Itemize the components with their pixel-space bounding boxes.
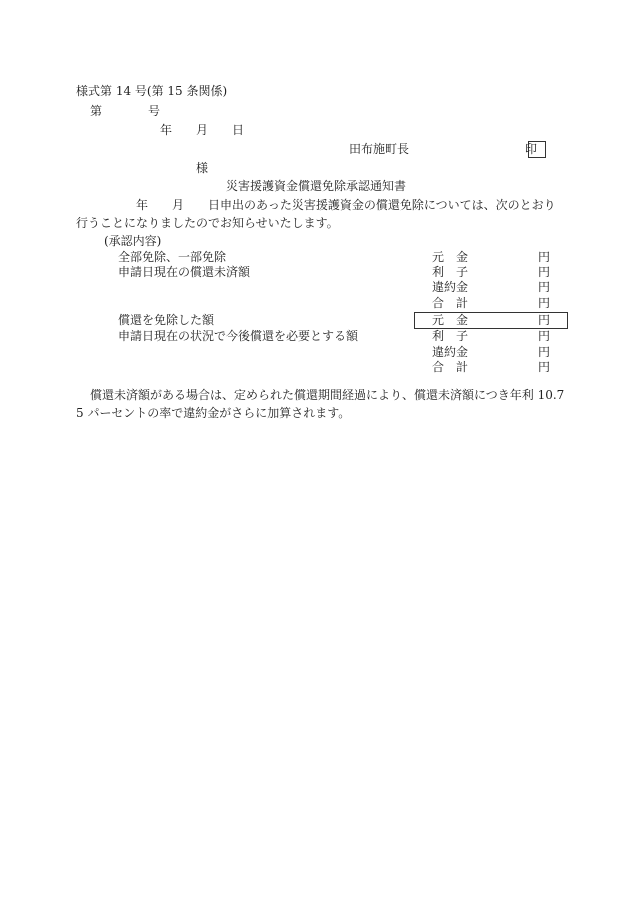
- body-line-2: 行うことになりましたのでお知らせいたします。: [76, 216, 339, 230]
- amount-unit: 円: [538, 250, 551, 264]
- amount-unit: 円: [538, 296, 551, 310]
- amount-label: 合 計: [432, 360, 469, 374]
- number-suffix: 号: [148, 104, 161, 118]
- amount-label: 利 子: [432, 265, 469, 279]
- amount-unit: 円: [538, 280, 551, 294]
- number-prefix: 第: [90, 104, 103, 118]
- item-exemption-type: 全部免除、一部免除: [118, 250, 227, 264]
- date-year: 年: [160, 123, 173, 137]
- amount-unit: 円: [538, 329, 551, 343]
- item-required-future: 申請日現在の状況で今後償還を必要とする額: [118, 329, 359, 343]
- amount-unit: 円: [538, 345, 551, 359]
- seal-label: 印: [525, 142, 538, 156]
- amount-label: 違約金: [432, 280, 469, 294]
- amount-unit: 円: [538, 265, 551, 279]
- note-line-1: 償還未済額がある場合は、定められた償還期間経過により、償還未済額につき年利 10.7: [90, 388, 565, 402]
- item-exempted-amount: 償還を免除した額: [118, 313, 215, 327]
- amount-label: 違約金: [432, 345, 469, 359]
- addressee-suffix: 様: [196, 161, 209, 175]
- amount-unit: 円: [538, 313, 551, 327]
- date-day: 日: [232, 123, 245, 137]
- date-month: 月: [196, 123, 209, 137]
- amount-label: 利 子: [432, 329, 469, 343]
- body-month: 月: [172, 198, 185, 212]
- amount-unit: 円: [538, 360, 551, 374]
- body-year: 年: [136, 198, 149, 212]
- issuer-name: 田布施町長: [349, 142, 410, 156]
- item-unpaid-at-application: 申請日現在の償還未済額: [118, 265, 251, 279]
- document-title: 災害援護資金償還免除承認通知書: [226, 179, 407, 193]
- note-line-2: 5 パーセントの率で違約金がさらに加算されます。: [76, 406, 351, 420]
- body-line-1: 日申出のあった災害援護資金の償還免除については、次のとおり: [208, 198, 556, 212]
- amount-label: 合 計: [432, 296, 469, 310]
- form-header: 様式第 14 号(第 15 条関係): [76, 84, 228, 98]
- amount-label: 元 金: [432, 313, 469, 327]
- approval-heading: (承認内容): [104, 234, 162, 248]
- amount-label: 元 金: [432, 250, 469, 264]
